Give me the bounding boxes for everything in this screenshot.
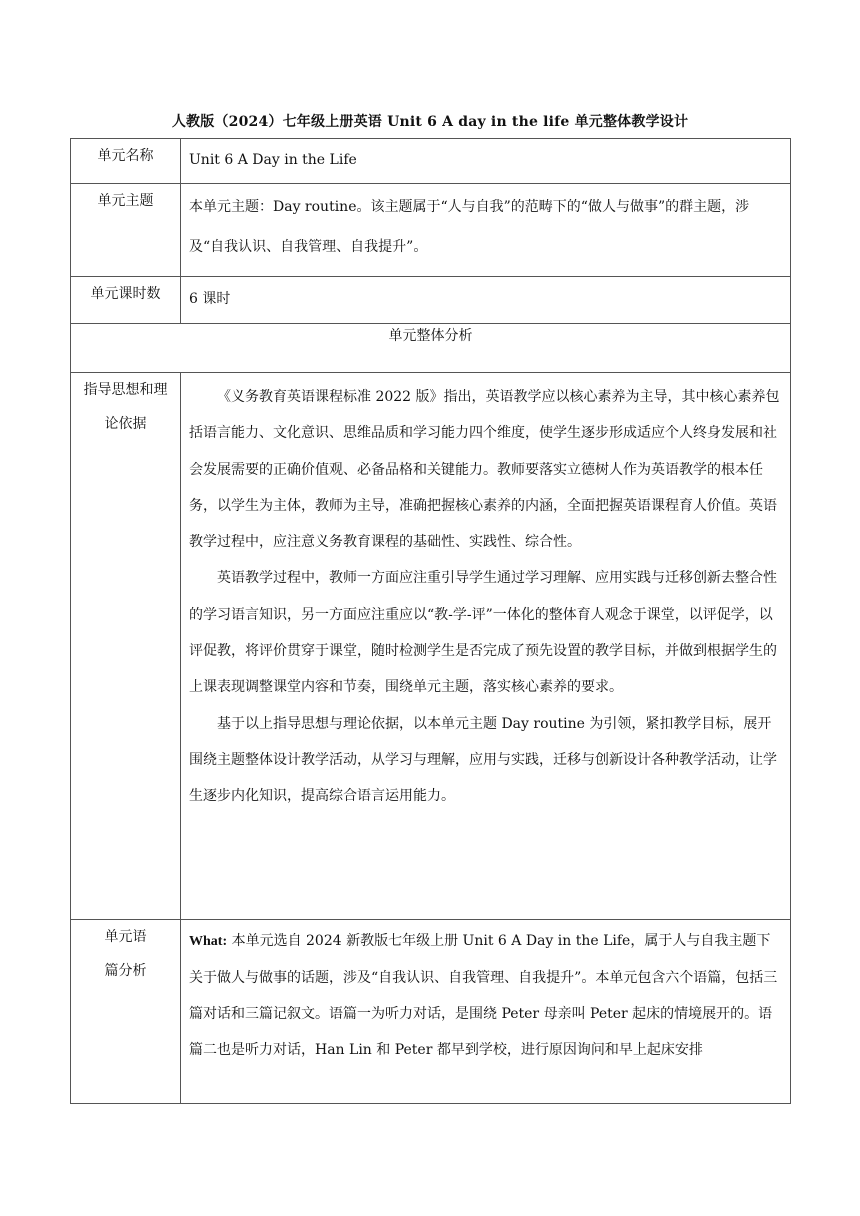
analysis-header-row [71,324,791,373]
guiding-row [71,373,791,920]
analysis-header: 单元整体分析 [71,324,791,373]
text-analysis-label [71,920,181,1104]
unit-theme-row [71,184,791,277]
document-title: 人教版（2024）七年级上册英语 Unit 6 A day in the life 单元整体教学设计 [171,114,689,130]
unit-hours-row [71,277,791,324]
unit-theme-value: 本单元主题：Day routine。该主题属于“人与自我”的范畴下的“做人与做事”的群主题，涉及“自我认识、自我管理、自我提升”。 [181,184,791,277]
guiding-label-line1: 指导思想和理 [83,382,168,398]
text-analysis-label-line2: 篇分析 [104,963,147,979]
guiding-paragraph: 英语教学过程中，教师一方面应注重引导学生通过学习理解、应用实践与迁移创新去整合性的学习语言知识，另一方面应注重应以“教-学-评”一体化的整体育人观念于课堂，以评促学，以评促教，将评价贯穿于课堂，随时检测学生是否完成了预先设置的教学目标，并做到根据学生的上课表现调整课堂内容和节奏，围绕单元主题，落实核心素养的要求。 [189,570,777,696]
unit-theme-label: 单元主题 [71,184,181,277]
unit-hours-value: 6 课时 [181,277,791,324]
unit-name-value: Unit 6 A Day in the Life [181,139,791,184]
unit-name-label: 单元名称 [71,139,181,184]
guiding-label-line2: 论依据 [104,416,147,432]
guiding-paragraph: 《义务教育英语课程标准 2022 版》指出，英语教学应以核心素养为主导，其中核心素养包括语言能力、文化意识、思维品质和学习能力四个维度，使学生逐步形成适应个人终身发展和社会发展需要的正确价值观、必备品格和关键能力。教师要落实立德树人作为英语教学的根本任务，以学生为主体，教师为主导，准确把握核心素养的内涵，全面把握英语课程育人价值。英语教学过程中，应注意义务教育课程的基础性、实践性、综合性。 [189,389,780,551]
what-label: What: [189,934,228,949]
text-analysis-label-line1: 单元语 [104,929,147,945]
guiding-paragraph: 基于以上指导思想与理论依据，以本单元主题 Day routine 为引领，紧扣教学目标，展开围绕主题整体设计教学活动，从学习与理解，应用与实践，迁移与创新设计各种教学活动，让学生逐步内化知识，提高综合语言运用能力。 [189,715,777,805]
guiding-content [181,373,791,920]
what-text: 本单元选自 2024 新教版七年级上册 Unit 6 A Day in the Life，属于人与自我主题下关于做人与做事的话题，涉及“自我认识、自我管理、自我提升”。本单元包含六个语篇，包括三篇对话和三篇记叙文。语篇一为听力对话，是围绕 Peter 母亲叫 Peter 起床的情境展开的。语篇二也是听力对话，Han Lin 和 Peter 都早到学校，进行原因询问和早上起床安排 [189,933,778,1058]
unit-hours-label: 单元课时数 [71,277,181,324]
unit-design-table [70,138,791,1104]
guiding-label [71,373,181,920]
unit-name-row [71,139,791,184]
text-analysis-content [181,920,791,1104]
text-analysis-row [71,920,791,1104]
